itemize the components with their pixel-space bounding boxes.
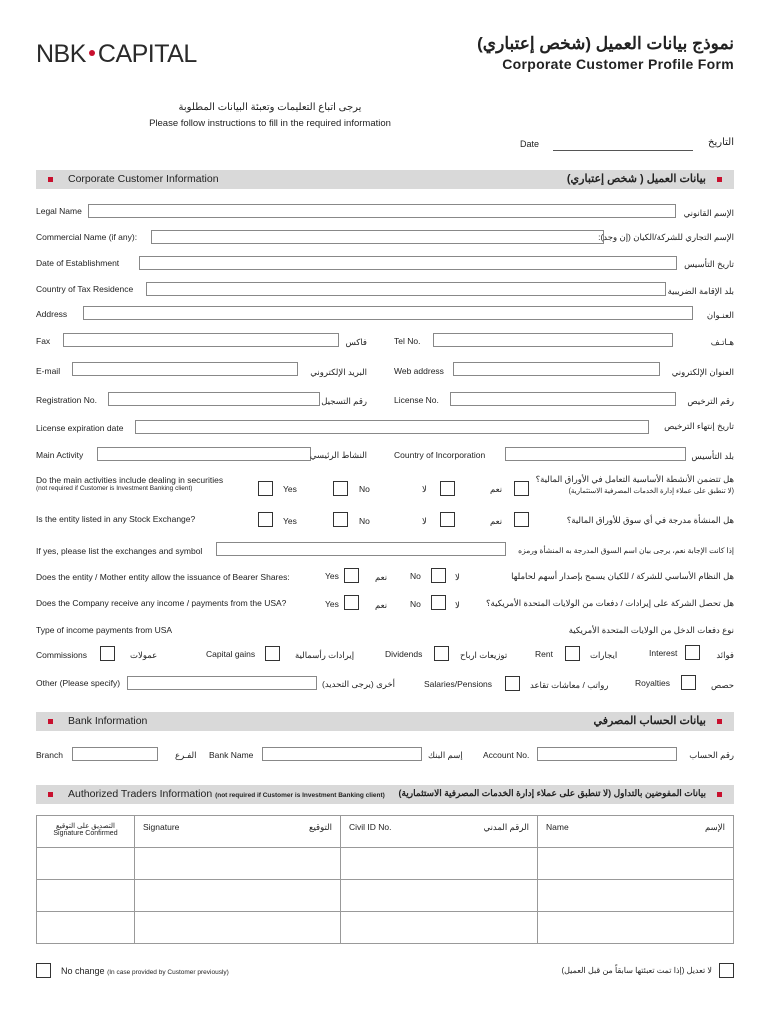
- no-label: No: [410, 599, 421, 609]
- section-title-en: Bank Information: [68, 715, 148, 727]
- listed-question-ar: هل المنشأة مدرجة في أي سوق للأوراق المالية؟: [566, 515, 734, 525]
- establishment-field[interactable]: [139, 256, 677, 270]
- securities-question: Do the main activities include dealing in securities: [36, 475, 224, 485]
- table-cell[interactable]: [37, 880, 135, 912]
- address-field[interactable]: [83, 306, 693, 320]
- no-label: No: [359, 484, 370, 494]
- yes-label-ar: نعم: [490, 484, 503, 494]
- yes-label-ar: نعم: [375, 572, 388, 582]
- other-income-field[interactable]: [127, 676, 317, 690]
- income-type-label-ar: نوع دفعات الدخل من الولايات المتحدة الأمريكية: [568, 625, 734, 635]
- other-income-label-ar: أخرى (يرجى التحديد): [322, 679, 396, 689]
- usa-income-question: Does the Company receive any income / payments from the USA?: [36, 598, 287, 608]
- bullet-icon: [48, 177, 53, 182]
- section-title-ar: بيانات الحساب المصرفي: [593, 715, 706, 727]
- royalties-checkbox[interactable]: [681, 675, 696, 690]
- bullet-icon: [717, 177, 722, 182]
- bank-name-field[interactable]: [262, 747, 422, 761]
- bullet-icon: [48, 792, 53, 797]
- header-label-ar: الإسم: [705, 822, 725, 832]
- exchanges-label: If yes, please list the exchanges and symbol: [36, 546, 203, 556]
- header-label-ar: الرقم المدني: [483, 822, 529, 832]
- incorporation-label: Country of Incorporation: [394, 450, 486, 460]
- header-label-ar: التصديق على التوقيع: [56, 823, 115, 830]
- table-row: [37, 848, 734, 880]
- interest-checkbox[interactable]: [685, 645, 700, 660]
- license-field[interactable]: [450, 392, 676, 406]
- section-title-en: Authorized Traders Information: [68, 788, 213, 800]
- commissions-label-ar: عمولات: [130, 650, 158, 660]
- listed-yes-checkbox[interactable]: [258, 512, 273, 527]
- email-field[interactable]: [72, 362, 298, 376]
- listed-no-checkbox-ar[interactable]: [440, 512, 455, 527]
- section-corporate-info: [36, 170, 734, 189]
- no-change-label: [61, 966, 229, 976]
- yes-label: Yes: [283, 484, 297, 494]
- license-expiry-label-ar: تاريخ إنتهاء الترخيص: [664, 421, 734, 431]
- license-label-ar: رقم الترخيص: [687, 396, 734, 406]
- tel-field[interactable]: [433, 333, 673, 347]
- yes-label-ar: نعم: [375, 600, 388, 610]
- section-traders-info: [36, 785, 734, 804]
- table-cell[interactable]: [135, 880, 341, 912]
- branch-field[interactable]: [72, 747, 158, 761]
- securities-question-ar: هل تتضمن الأنشطة الأساسية التعامل في الأوراق المالية؟: [535, 474, 734, 484]
- table-cell[interactable]: [341, 880, 538, 912]
- no-change-checkbox-ar[interactable]: [719, 963, 734, 978]
- tel-label: Tel No.: [394, 336, 421, 346]
- establishment-label: Date of Establishment: [36, 258, 120, 268]
- bearer-question: Does the entity / Mother entity allow the issuance of Bearer Shares:: [36, 572, 290, 582]
- securities-no-checkbox-ar[interactable]: [440, 481, 455, 496]
- fax-field[interactable]: [63, 333, 339, 347]
- listed-no-checkbox[interactable]: [333, 512, 348, 527]
- account-field[interactable]: [537, 747, 677, 761]
- commercial-name-label: Commercial Name (if any):: [36, 232, 138, 242]
- registration-field[interactable]: [108, 392, 320, 406]
- registration-label: Registration No.: [36, 395, 97, 405]
- branch-label: Branch: [36, 750, 63, 760]
- salaries-label: Salaries/Pensions: [424, 679, 493, 689]
- securities-yes-checkbox[interactable]: [258, 481, 273, 496]
- rent-checkbox[interactable]: [565, 646, 580, 661]
- no-label: No: [410, 571, 421, 581]
- dividends-label-ar: توزيعات ارباح: [460, 650, 508, 660]
- form-title-ar: نموذج بيانات العميل (شخص إعتباري): [477, 34, 734, 53]
- securities-yes-checkbox-ar[interactable]: [514, 481, 529, 496]
- establishment-label-ar: تاريخ التأسيس: [684, 259, 734, 269]
- no-change-note: (In case provided by Customer previously): [107, 969, 229, 976]
- legal-name-label-ar: الإسم القانوني: [683, 208, 734, 218]
- other-income-label: Other (Please specify): [36, 678, 121, 688]
- royalties-label: Royalties: [635, 678, 670, 688]
- bearer-yes-checkbox[interactable]: [344, 568, 359, 583]
- address-label: Address: [36, 309, 68, 319]
- bullet-icon: [717, 719, 722, 724]
- usa-no-checkbox[interactable]: [431, 595, 446, 610]
- web-field[interactable]: [453, 362, 660, 376]
- capital-gains-checkbox[interactable]: [265, 646, 280, 661]
- securities-note: (not required if Customer is Investment Banking client): [36, 485, 193, 492]
- table-cell[interactable]: [341, 848, 538, 880]
- main-activity-field[interactable]: [97, 447, 311, 461]
- dividends-checkbox[interactable]: [434, 646, 449, 661]
- account-label: Account No.: [483, 750, 530, 760]
- bearer-question-ar: هل النظام الأساسي للشركة / للكيان يسمح بإصدار أسهم لحاملها: [511, 571, 734, 581]
- legal-name-label: Legal Name: [36, 206, 82, 216]
- fax-label-ar: فاكس: [345, 337, 367, 347]
- date-label-ar: التاريخ: [708, 137, 734, 148]
- web-label-ar: العنوان الإلكتروني: [671, 367, 734, 377]
- commissions-label: Commissions: [36, 650, 88, 660]
- dividends-label: Dividends: [385, 649, 423, 659]
- date-label: Date: [520, 139, 540, 149]
- header-label-ar: التوقيع: [308, 822, 332, 832]
- no-label-ar: لا: [422, 484, 427, 494]
- address-label-ar: العنـوان: [706, 310, 734, 320]
- yes-label-ar: نعم: [490, 516, 503, 526]
- branch-label-ar: الفـرع: [175, 750, 197, 760]
- table-cell[interactable]: [37, 912, 135, 944]
- no-label: No: [359, 516, 370, 526]
- commissions-checkbox[interactable]: [100, 646, 115, 661]
- tel-label-ar: هـاتـف: [710, 337, 734, 347]
- no-change-text: No change: [61, 966, 105, 976]
- table-header-row: [37, 816, 734, 848]
- header-label-en: Signature Confirmed: [53, 830, 118, 837]
- exchanges-label-ar: إذا كانت الإجابة نعم، يرجى بيان اسم السوق المدرجة به المنشأة ورمزه: [518, 546, 734, 555]
- form-title-en: Corporate Customer Profile Form: [502, 56, 734, 72]
- table-row: [37, 880, 734, 912]
- tax-residence-field[interactable]: [146, 282, 666, 296]
- capital-gains-label: Capital gains: [206, 649, 256, 659]
- account-label-ar: رقم الحساب: [689, 750, 734, 760]
- interest-label-ar: فوائد: [716, 650, 734, 660]
- fax-label: Fax: [36, 336, 51, 346]
- date-field[interactable]: [553, 150, 693, 151]
- legal-name-field[interactable]: [88, 204, 676, 218]
- license-expiry-label: License expiration date: [36, 423, 124, 433]
- incorporation-label-ar: بلد التأسيس: [691, 451, 734, 461]
- civil-id-header: [341, 816, 538, 848]
- header-label-en: Civil ID No.: [349, 822, 392, 832]
- tax-residence-label-ar: بلد الإقامة الضريبية: [667, 286, 734, 296]
- email-label: E-mail: [36, 366, 61, 376]
- section-title-ar: بيانات المفوضين بالتداول (لا تنطبق على عملاء إدارة الخدمات المصرفية الاستثمارية): [398, 788, 706, 798]
- income-type-label: Type of income payments from USA: [36, 625, 173, 635]
- license-label: License No.: [394, 395, 439, 405]
- nbk-capital-logo: NBK CAPITAL: [36, 40, 197, 68]
- table-cell[interactable]: [135, 912, 341, 944]
- traders-table: [36, 815, 734, 944]
- capital-gains-label-ar: إيرادات رأسمالية: [295, 650, 355, 660]
- table-cell[interactable]: [538, 912, 734, 944]
- bearer-no-checkbox[interactable]: [431, 568, 446, 583]
- bullet-icon: [48, 719, 53, 724]
- listed-question: Is the entity listed in any Stock Exchange?: [36, 514, 196, 524]
- email-label-ar: البريد الإلكتروني: [310, 367, 367, 377]
- incorporation-field[interactable]: [505, 447, 686, 461]
- table-cell[interactable]: [37, 848, 135, 880]
- listed-yes-checkbox-ar[interactable]: [514, 512, 529, 527]
- yes-label: Yes: [325, 571, 339, 581]
- name-header: [538, 816, 734, 848]
- rent-label: Rent: [535, 649, 553, 659]
- no-change-checkbox[interactable]: [36, 963, 51, 978]
- commercial-name-label-ar: الإسم التجاري للشركة/الكيان (إن وجد):: [598, 232, 734, 242]
- section-title-ar: بيانات العميل ( شخص إعتباري): [566, 173, 706, 185]
- table-cell[interactable]: [135, 848, 341, 880]
- registration-label-ar: رقم التسجيل: [321, 396, 367, 406]
- yes-label: Yes: [283, 516, 297, 526]
- section-note-en: (not required if Customer is Investment Banking client): [215, 792, 385, 799]
- securities-no-checkbox[interactable]: [333, 481, 348, 496]
- header-label-en: Name: [546, 822, 569, 832]
- web-label: Web address: [394, 366, 444, 376]
- bank-name-label: Bank Name: [209, 750, 254, 760]
- table-cell[interactable]: [538, 880, 734, 912]
- yes-label: Yes: [325, 599, 339, 609]
- instructions-ar: يرجى اتباع التعليمات وتعبئة البيانات المطلوبة: [178, 102, 362, 113]
- main-activity-label: Main Activity: [36, 450, 84, 460]
- tax-residence-label: Country of Tax Residence: [36, 284, 134, 294]
- main-activity-label-ar: النشاط الرئيسي: [309, 450, 367, 460]
- section-title-en: Corporate Customer Information: [68, 173, 219, 185]
- table-cell[interactable]: [538, 848, 734, 880]
- rent-label-ar: ايجارات: [590, 650, 618, 660]
- commercial-name-field[interactable]: [151, 230, 604, 244]
- bullet-icon: [717, 792, 722, 797]
- no-label-ar: لا: [455, 600, 460, 610]
- salaries-checkbox[interactable]: [505, 676, 520, 691]
- salaries-label-ar: رواتب / معاشات تقاعد: [530, 680, 609, 690]
- signature-header: [135, 816, 341, 848]
- section-bank-info: [36, 712, 734, 731]
- header-label-en: Signature: [143, 822, 180, 832]
- securities-note-ar: (لا تنطبق على عملاء إدارة الخدمات المصرفية الاستثمارية): [568, 488, 734, 495]
- exchanges-field[interactable]: [216, 542, 506, 556]
- no-change-label-ar: لا تعديل (إذا تمت تعبئتها سابقاً من قبل العميل): [561, 966, 712, 975]
- no-label-ar: لا: [455, 572, 460, 582]
- logo-dot-icon: [89, 50, 95, 56]
- usa-income-question-ar: هل تحصل الشركة على إيرادات / دفعات من الولايات المتحدة الأمريكية؟: [486, 598, 734, 608]
- license-expiry-field[interactable]: [135, 420, 649, 434]
- interest-label: Interest: [649, 648, 678, 658]
- table-row: [37, 912, 734, 944]
- table-cell[interactable]: [341, 912, 538, 944]
- signature-confirmed-header: [37, 816, 135, 848]
- usa-yes-checkbox[interactable]: [344, 595, 359, 610]
- royalties-label-ar: حصص: [710, 680, 734, 690]
- bank-name-label-ar: إسم البنك: [428, 750, 463, 760]
- no-label-ar: لا: [422, 516, 427, 526]
- instructions-en: Please follow instructions to fill in the required information: [149, 118, 391, 129]
